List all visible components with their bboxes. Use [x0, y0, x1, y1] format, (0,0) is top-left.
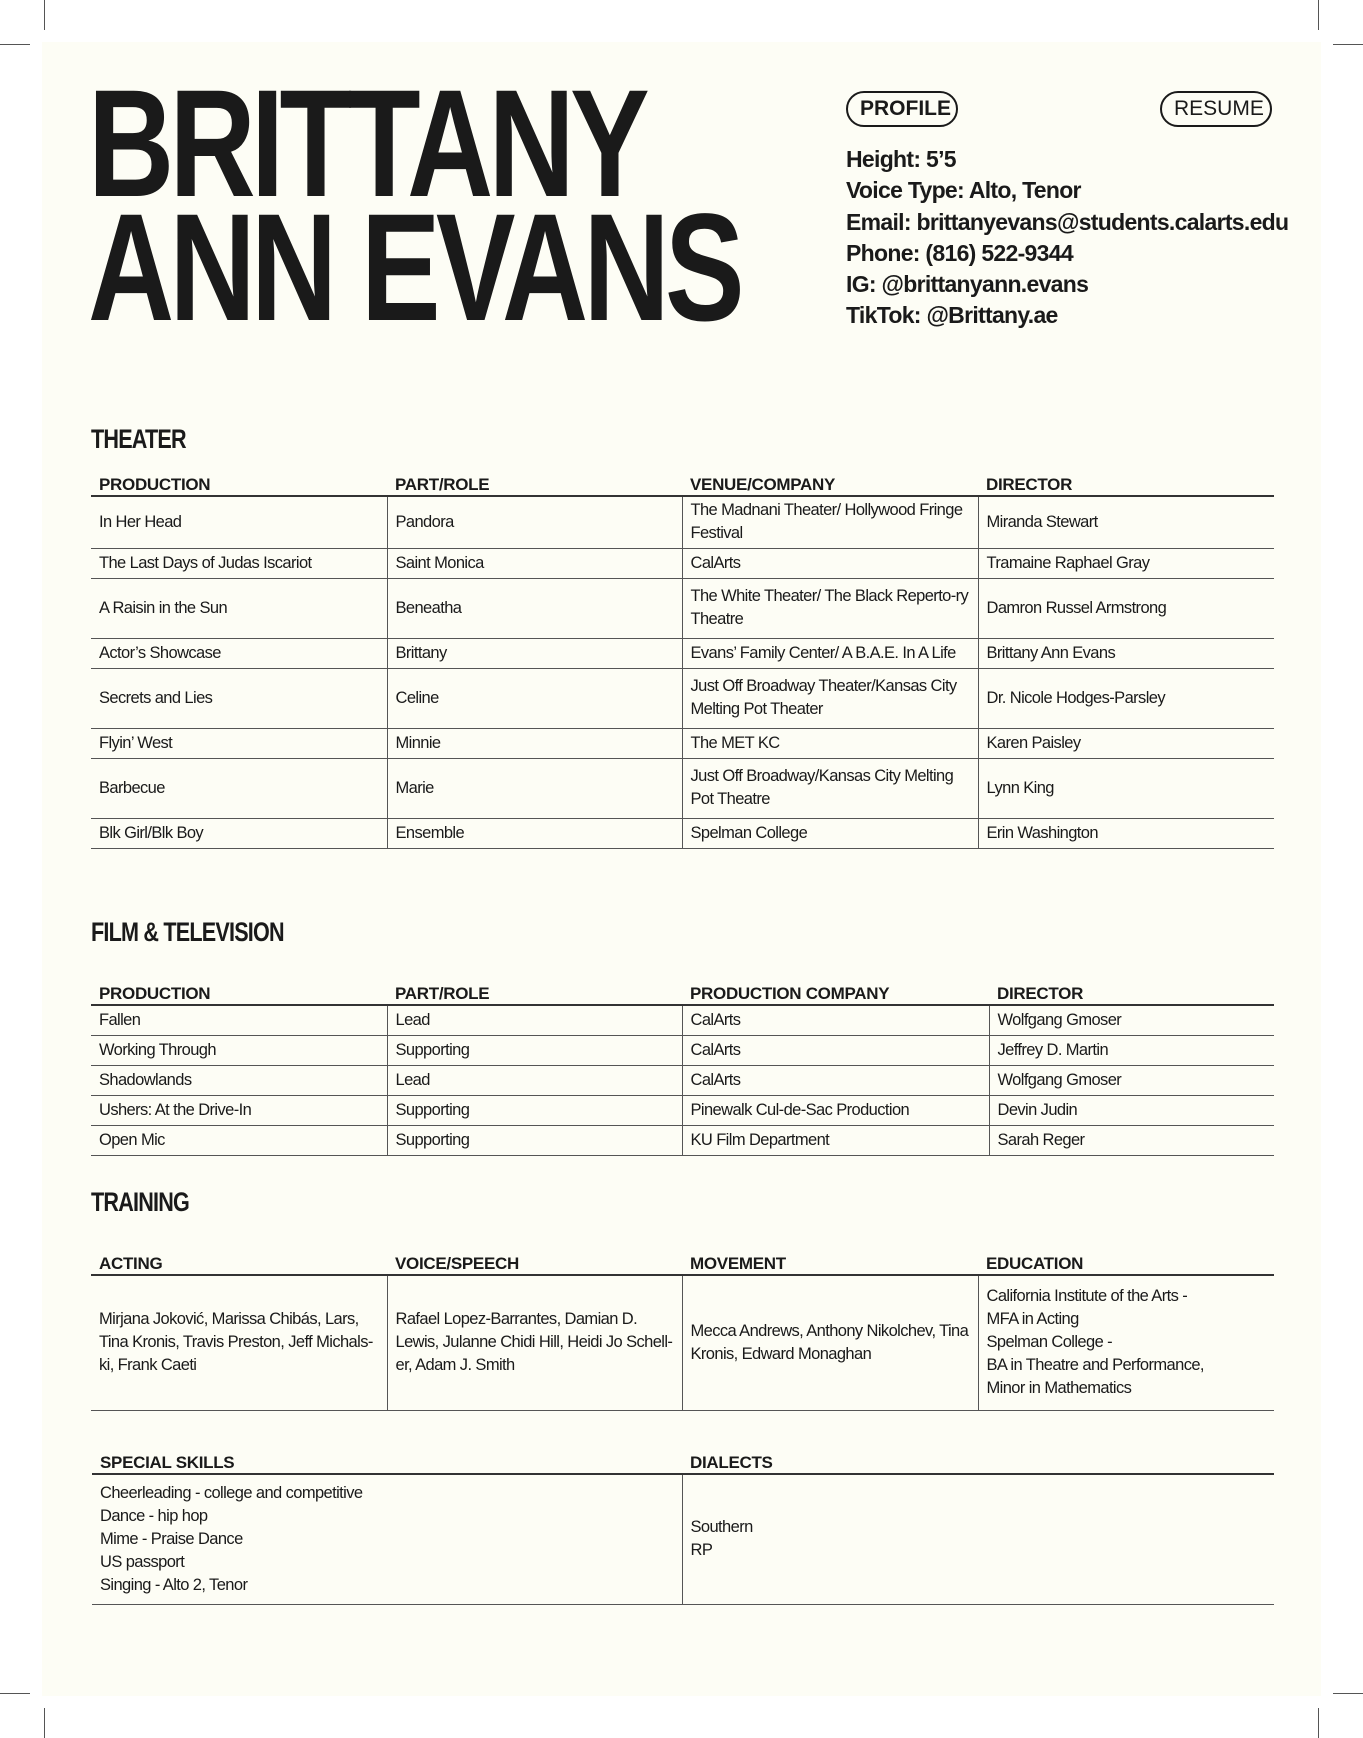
- column-header: PART/ROLE: [387, 466, 682, 496]
- table-cell: The MET KC: [682, 728, 978, 758]
- phone-text: Phone: (816) 522-9344: [846, 239, 1073, 266]
- training-table: [91, 1245, 1274, 1411]
- table-cell: Flyin’ West: [91, 728, 387, 758]
- education-cell: [978, 1275, 1274, 1410]
- dialect-item: Southern: [690, 1518, 753, 1537]
- column-header: PRODUCTION COMPANY: [682, 975, 989, 1005]
- film-heading: FILM & TELEVISION: [91, 917, 284, 947]
- height-text: Height: 5’5: [846, 146, 956, 172]
- table-row: [91, 818, 1274, 848]
- table-cell: Beneatha: [387, 578, 682, 638]
- table-row: [91, 728, 1274, 758]
- skills-table: [92, 1444, 1274, 1605]
- skill-item: US passport: [100, 1552, 185, 1571]
- table-cell: Wolfgang Gmoser: [989, 1005, 1274, 1035]
- table-row: [91, 638, 1274, 668]
- voice-type-text: Voice Type: Alto, Tenor: [846, 177, 1081, 204]
- table-cell: CalArts: [682, 1065, 989, 1095]
- column-header: SPECIAL SKILLS: [92, 1444, 682, 1474]
- table-cell: Barbecue: [91, 758, 387, 818]
- table-row: [91, 668, 1274, 728]
- table-cell: Pinewalk Cul-de-Sac Production: [682, 1095, 989, 1125]
- column-header: DIRECTOR: [978, 466, 1274, 496]
- theater-heading: THEATER: [91, 424, 186, 454]
- crop-mark: [1318, 0, 1319, 30]
- education-line: Minor in Mathematics: [986, 1379, 1132, 1398]
- table-row: [92, 1474, 1274, 1604]
- special-skills-cell: [92, 1474, 682, 1604]
- table-cell: Lead: [387, 1005, 682, 1035]
- education-line: Spelman College -: [986, 1333, 1113, 1352]
- education-line: BA in Theatre and Performance,: [986, 1356, 1204, 1375]
- table-cell: CalArts: [682, 1035, 989, 1065]
- table-cell: Celine: [387, 668, 682, 728]
- table-row: [91, 1275, 1274, 1410]
- column-header: MOVEMENT: [682, 1245, 978, 1275]
- column-header: DIALECTS: [682, 1444, 1274, 1474]
- column-header: DIRECTOR: [989, 975, 1274, 1005]
- table-cell: Lead: [387, 1065, 682, 1095]
- contact-info: [846, 144, 1288, 332]
- ig-text: IG: @brittanyann.evans: [846, 271, 1089, 298]
- table-cell: CalArts: [682, 1005, 989, 1035]
- table-cell: The Madnani Theater/ Hollywood Fringe Festival: [682, 496, 978, 548]
- table-row: [91, 496, 1274, 548]
- table-cell: Ushers: At the Drive-In: [91, 1095, 387, 1125]
- crop-mark: [1333, 1693, 1363, 1694]
- table-cell: Tramaine Raphael Gray: [978, 548, 1274, 578]
- skill-item: Singing - Alto 2, Tenor: [100, 1575, 248, 1594]
- column-header: VENUE/COMPANY: [682, 466, 978, 496]
- table-cell: Miranda Stewart: [978, 496, 1274, 548]
- table-cell: The Last Days of Judas Iscariot: [91, 548, 387, 578]
- table-row: [91, 578, 1274, 638]
- movement-cell: Mecca Andrews, Anthony Nikolchev, Tina Kronis, Edward Monaghan: [682, 1275, 978, 1410]
- table-cell: Blk Girl/Blk Boy: [91, 818, 387, 848]
- name-line-2: ANN EVANS: [88, 182, 740, 353]
- table-row: [91, 1005, 1274, 1035]
- table-cell: Karen Paisley: [978, 728, 1274, 758]
- table-cell: A Raisin in the Sun: [91, 578, 387, 638]
- education-line: California Institute of the Arts -: [986, 1287, 1188, 1306]
- column-header: ACTING: [91, 1245, 387, 1275]
- crop-mark: [1318, 1708, 1319, 1738]
- column-header: PART/ROLE: [387, 975, 682, 1005]
- resume-badge: RESUME: [1160, 91, 1272, 127]
- table-cell: Fallen: [91, 1005, 387, 1035]
- table-row: [91, 548, 1274, 578]
- dialects-cell: [682, 1474, 1274, 1604]
- table-cell: Brittany: [387, 638, 682, 668]
- column-header: PRODUCTION: [91, 975, 387, 1005]
- skill-item: Mime - Praise Dance: [100, 1529, 243, 1548]
- skill-item: Cheerleading - college and competitive: [100, 1483, 363, 1502]
- table-cell: Just Off Broadway/Kansas City Melting Pot Theatre: [682, 758, 978, 818]
- table-cell: Open Mic: [91, 1125, 387, 1155]
- crop-mark: [0, 1693, 30, 1694]
- table-cell: Wolfgang Gmoser: [989, 1065, 1274, 1095]
- training-heading: TRAINING: [91, 1187, 189, 1217]
- table-cell: Just Off Broadway Theater/Kansas City Melting Pot Theater: [682, 668, 978, 728]
- acting-cell: Mirjana Joković, Marissa Chibás, Lars, Tina Kronis, Travis Preston, Jeff Michals-ki, Frank Caeti: [91, 1275, 387, 1410]
- table-cell: Marie: [387, 758, 682, 818]
- table-cell: Supporting: [387, 1095, 682, 1125]
- table-cell: Minnie: [387, 728, 682, 758]
- crop-mark: [0, 44, 30, 45]
- table-row: [91, 758, 1274, 818]
- page-title: [88, 58, 740, 353]
- table-row: [91, 1065, 1274, 1095]
- profile-badge: PROFILE: [846, 91, 958, 127]
- crop-mark: [44, 0, 45, 30]
- skill-item: Dance - hip hop: [100, 1506, 208, 1525]
- column-header: VOICE/SPEECH: [387, 1245, 682, 1275]
- table-cell: Working Through: [91, 1035, 387, 1065]
- table-cell: Jeffrey D. Martin: [989, 1035, 1274, 1065]
- table-cell: Brittany Ann Evans: [978, 638, 1274, 668]
- crop-mark: [44, 1708, 45, 1738]
- table-cell: The White Theater/ The Black Reperto-ry Theatre: [682, 578, 978, 638]
- education-line: MFA in Acting: [986, 1310, 1079, 1329]
- table-cell: KU Film Department: [682, 1125, 989, 1155]
- table-cell: Supporting: [387, 1125, 682, 1155]
- table-cell: Erin Washington: [978, 818, 1274, 848]
- table-cell: Ensemble: [387, 818, 682, 848]
- crop-mark: [1333, 44, 1363, 45]
- table-row: [91, 1125, 1274, 1155]
- email-text: Email: brittanyevans@students.calarts.edu: [846, 208, 1289, 235]
- table-cell: Pandora: [387, 496, 682, 548]
- film-table: [91, 975, 1274, 1156]
- table-cell: Secrets and Lies: [91, 668, 387, 728]
- table-cell: Devin Judin: [989, 1095, 1274, 1125]
- theater-table: [91, 466, 1274, 849]
- table-cell: Sarah Reger: [989, 1125, 1274, 1155]
- table-cell: Lynn King: [978, 758, 1274, 818]
- table-cell: Evans’ Family Center/ A B.A.E. In A Life: [682, 638, 978, 668]
- column-header: EDUCATION: [978, 1245, 1274, 1275]
- tiktok-text: TikTok: @Brittany.ae: [846, 302, 1058, 329]
- table-cell: Dr. Nicole Hodges-Parsley: [978, 668, 1274, 728]
- table-row: [91, 1035, 1274, 1065]
- table-cell: Spelman College: [682, 818, 978, 848]
- name-line-1: BRITTANY: [88, 58, 645, 229]
- table-cell: Actor’s Showcase: [91, 638, 387, 668]
- table-cell: Shadowlands: [91, 1065, 387, 1095]
- table-cell: Damron Russel Armstrong: [978, 578, 1274, 638]
- table-cell: CalArts: [682, 548, 978, 578]
- table-row: [91, 1095, 1274, 1125]
- column-header: PRODUCTION: [91, 466, 387, 496]
- dialect-item: RP: [690, 1541, 713, 1560]
- table-cell: In Her Head: [91, 496, 387, 548]
- table-cell: Supporting: [387, 1035, 682, 1065]
- table-cell: Saint Monica: [387, 548, 682, 578]
- voice-cell: Rafael Lopez-Barrantes, Damian D. Lewis, Julanne Chidi Hill, Heidi Jo Schell-er, Adam J. Smith: [387, 1275, 682, 1410]
